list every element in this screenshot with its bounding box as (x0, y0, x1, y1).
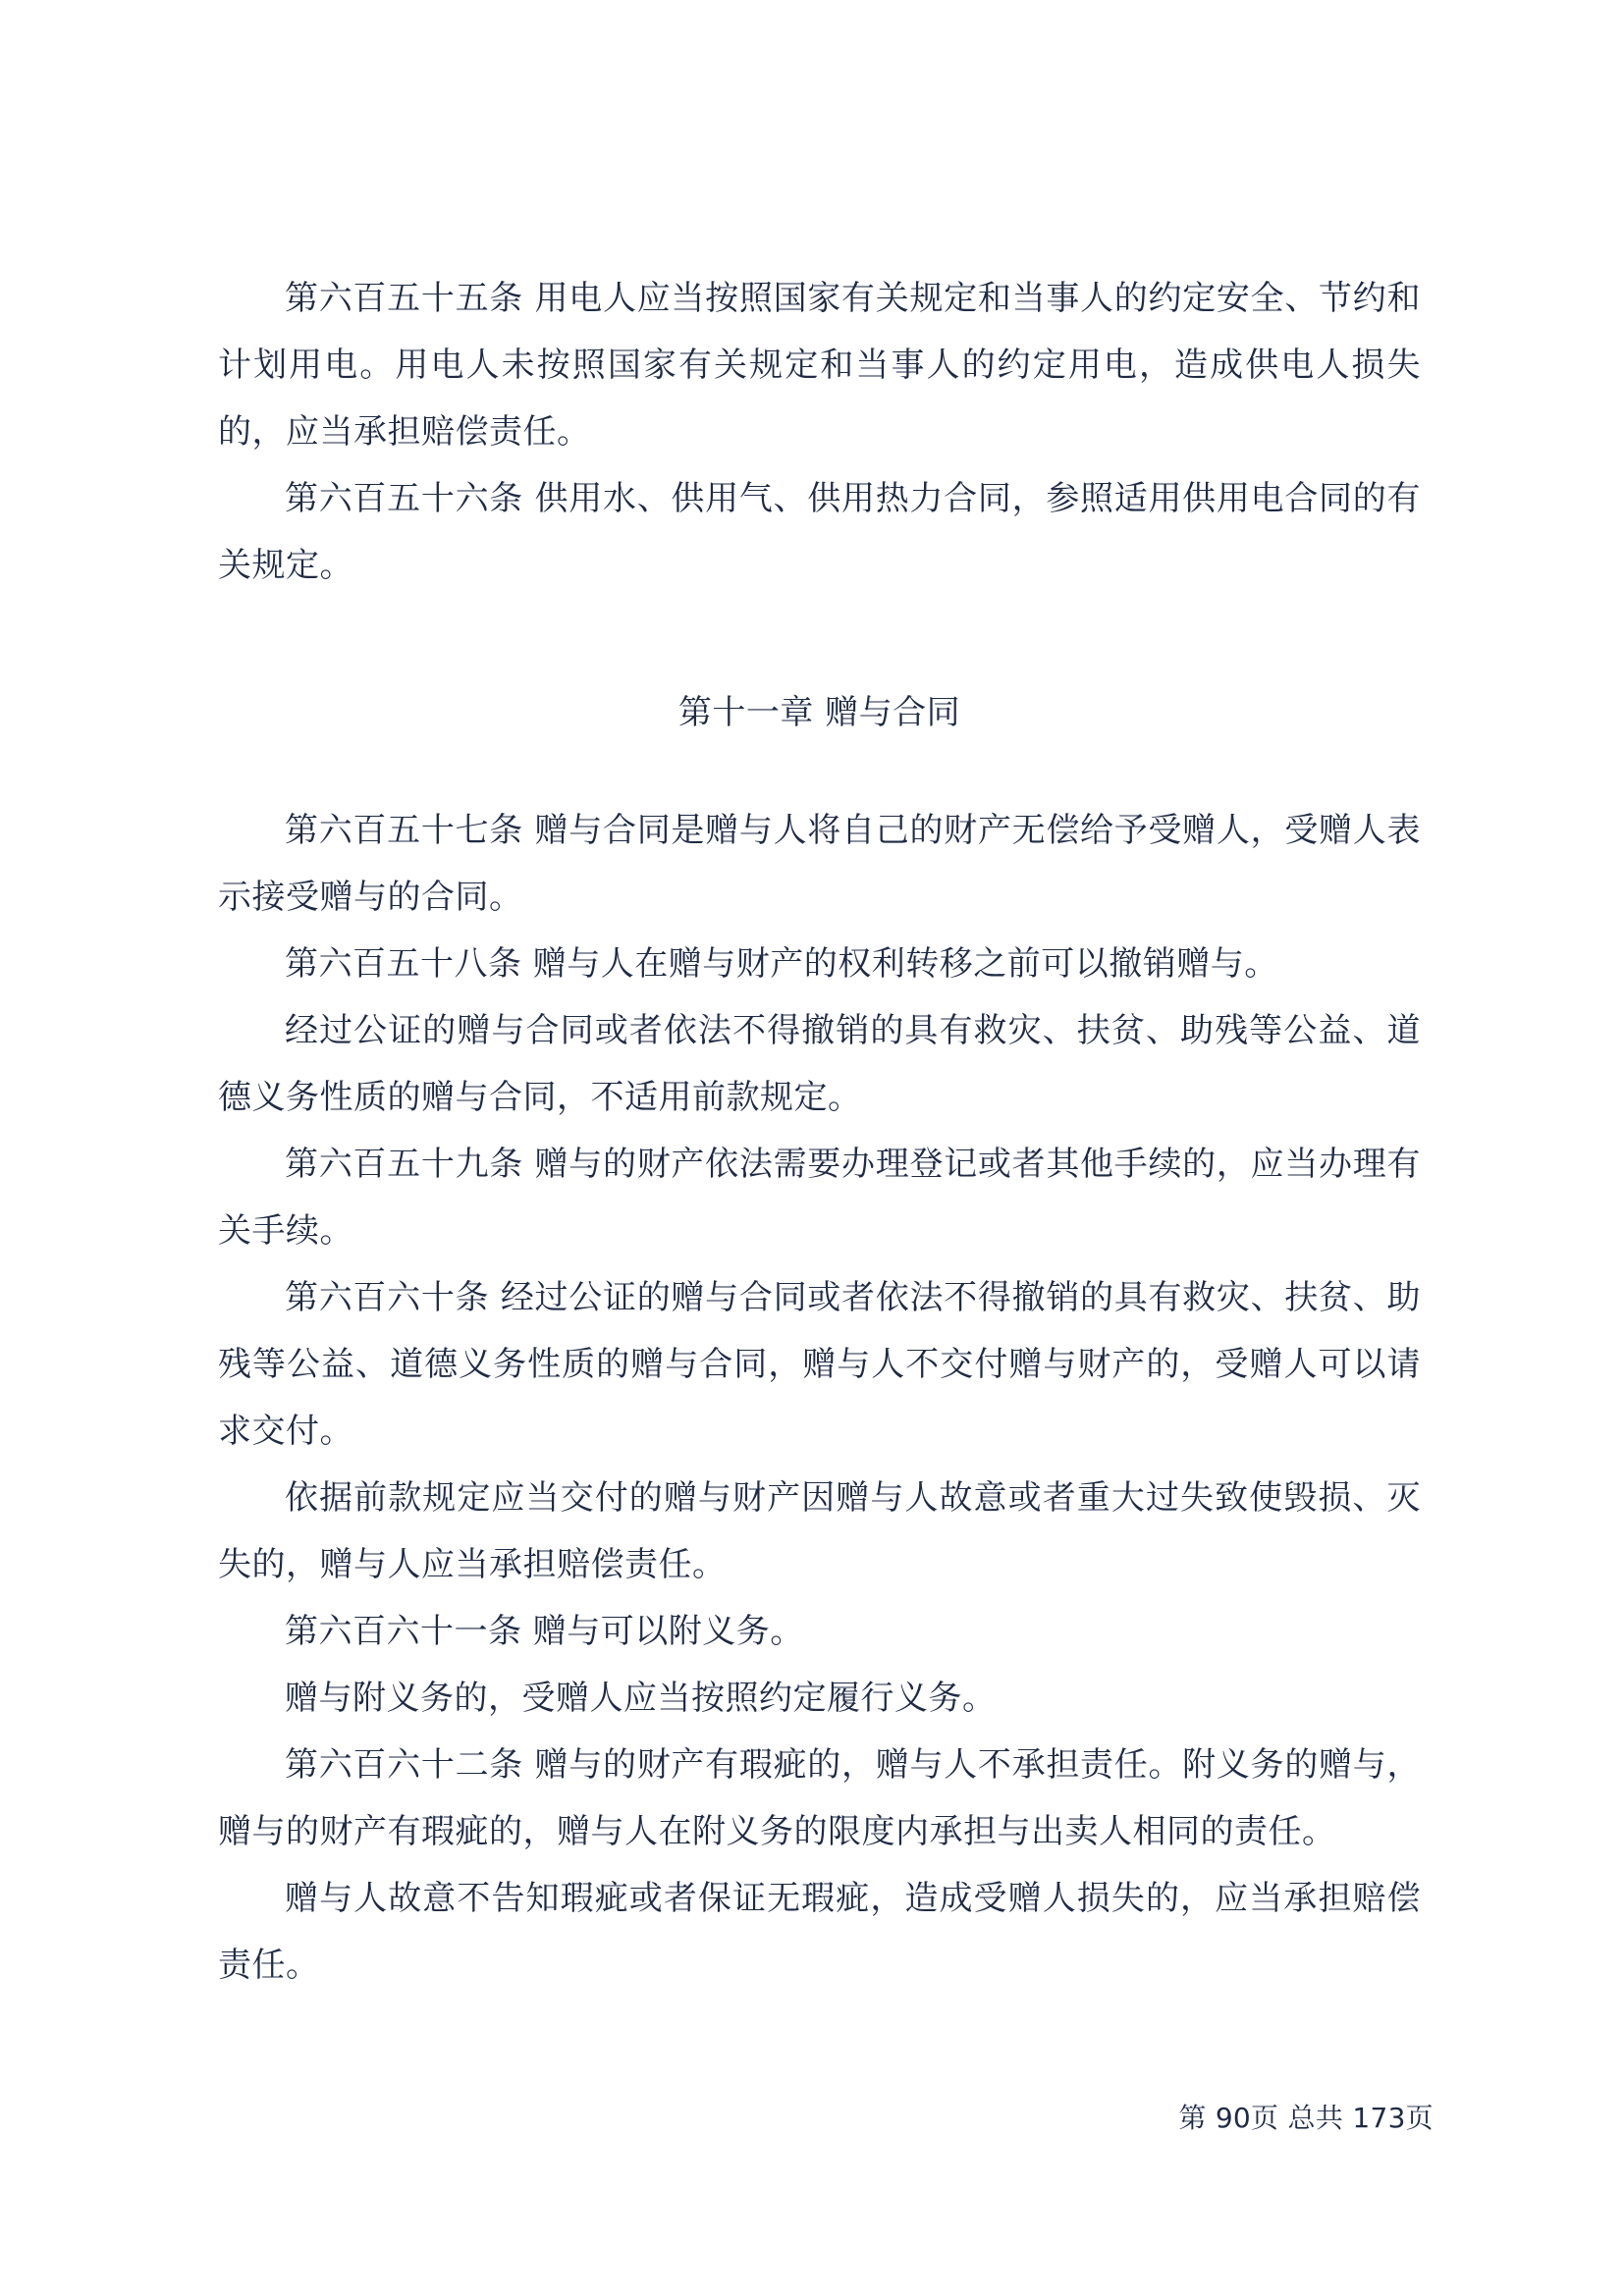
article-660-clause-2: 依据前款规定应当交付的赠与财产因赠与人故意或者重大过失致使毁损、灭失的，赠与人应当承担赔偿责任。 (218, 1478, 1421, 1584)
article-659: 第六百五十九条 赠与的财产依法需要办理登记或者其他手续的，应当办理有关手续。 (218, 1145, 1421, 1251)
article-656: 第六百五十六条 供用水、供用气、供用热力合同，参照适用供用电合同的有关规定。 (218, 479, 1421, 585)
article-661-clause-2: 赠与附义务的，受赠人应当按照约定履行义务。 (285, 1679, 997, 1718)
spacer (218, 599, 1421, 679)
article-657: 第六百五十七条 赠与合同是赠与人将自己的财产无偿给予受赠人，受赠人表示接受赠与的合同。 (218, 811, 1421, 917)
article-655: 第六百五十五条 用电人应当按照国家有关规定和当事人的约定安全、节约和计划用电。用电人未按照国家有关规定和当事人的约定用电，造成供电人损失的，应当承担赔偿责任。 (218, 279, 1421, 452)
article-658: 第六百五十八条 赠与人在赠与财产的权利转移之前可以撤销赠与。 (285, 944, 1278, 984)
document-body (218, 265, 1421, 1999)
article-662-clause-2: 赠与人故意不告知瑕疵或者保证无瑕疵，造成受赠人损失的，应当承担赔偿责任。 (218, 1879, 1421, 1985)
spacer (218, 746, 1421, 797)
article-658-clause-2: 经过公证的赠与合同或者依法不得撤销的具有救灾、扶贫、助残等公益、道德义务性质的赠与合同，不适用前款规定。 (218, 1011, 1421, 1117)
article-660: 第六百六十条 经过公证的赠与合同或者依法不得撤销的具有救灾、扶贫、助残等公益、道德义务性质的赠与合同，赠与人不交付赠与财产的，受赠人可以请求交付。 (218, 1278, 1421, 1451)
page-number-footer: 第 90页 总共 173页 (1178, 2102, 1434, 2134)
article-662: 第六百六十二条 赠与的财产有瑕疵的，赠与人不承担责任。附义务的赠与，赠与的财产有瑕疵的，赠与人在附义务的限度内承担与出卖人相同的责任。 (218, 1745, 1421, 1851)
article-661: 第六百六十一条 赠与可以附义务。 (285, 1612, 804, 1651)
chapter-title: 第十一章 赠与合同 (677, 693, 961, 732)
